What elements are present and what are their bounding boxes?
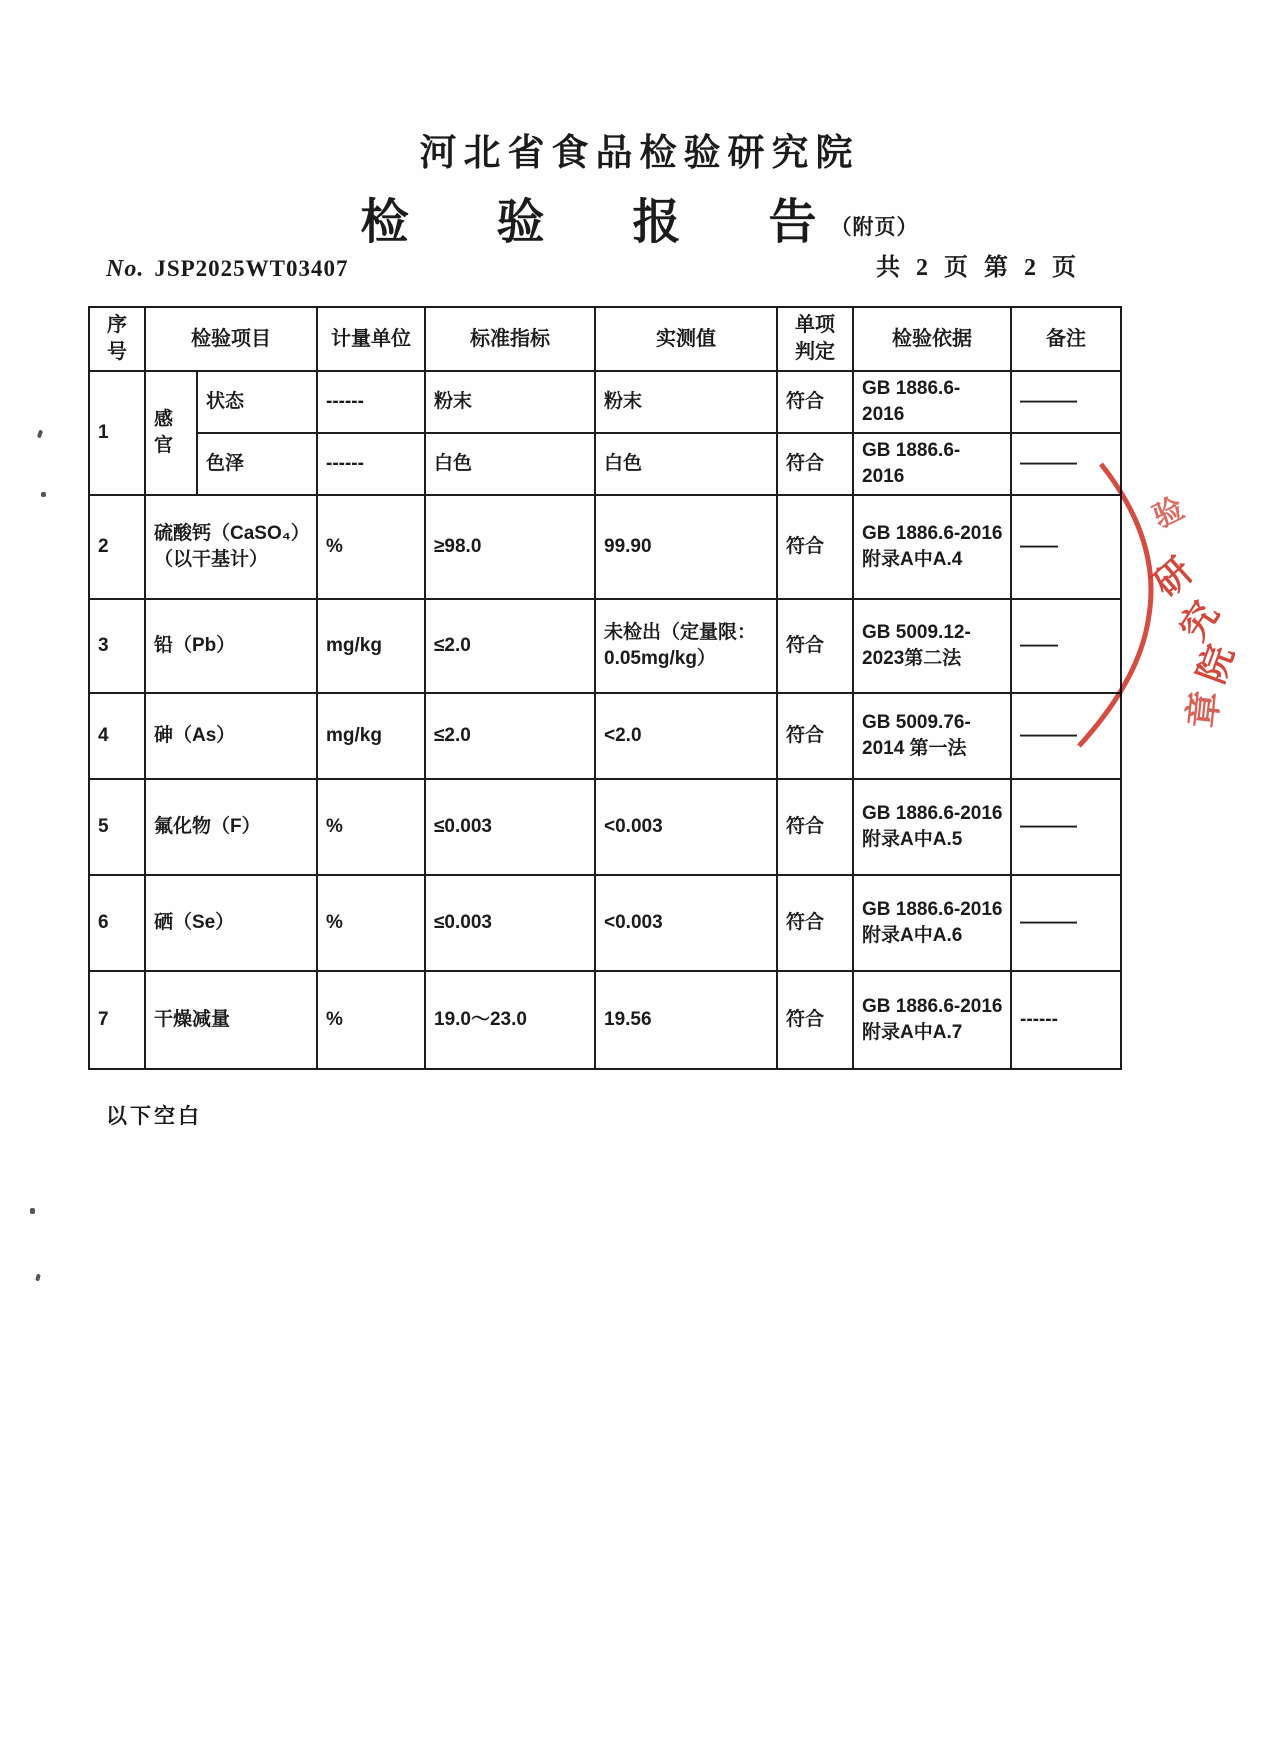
seal-char-yuan: 院 [1190,639,1242,689]
row4-standard-cell: ≤2.0 [425,693,595,779]
row1b-unit-cell: ------ [317,433,425,495]
row5-unit-cell: % [317,779,425,875]
row1-group-cell: 感官 [145,371,197,495]
row4-remark-cell: ——— [1011,693,1121,779]
row4-unit-cell: mg/kg [317,693,425,779]
row3-standard-cell: ≤2.0 [425,599,595,693]
row4-basis-cell [853,693,1011,779]
row2-judgment-cell: 符合 [777,495,853,599]
row4-seq-cell: 4 [89,693,145,779]
header-measured: 实测值 [595,307,777,371]
seal-char-yan: 研 [1145,549,1201,606]
table-row-sensory-color [89,433,1121,495]
row2-basis-line1: GB 1886.6-2016 [862,523,1003,545]
table-row-loss-on-drying [89,971,1121,1069]
row1a-measured-cell: 粉末 [595,371,777,433]
row2-item-line1: 硫酸钙（CaSO₄） [154,523,310,545]
row6-judgment-cell: 符合 [777,875,853,971]
seal-char-jian: 验 [1147,491,1190,535]
row5-basis-cell [853,779,1011,875]
table-row-selenium [89,875,1121,971]
report-title-row [0,183,1279,252]
row5-basis-line1: GB 1886.6-2016 [862,803,1003,825]
row1a-item-cell: 状态 [197,371,317,433]
row4-basis-line1: GB 5009.76- [862,712,971,734]
row7-standard-cell: 19.0～23.0 [425,971,595,1069]
table-row-fluoride [89,779,1121,875]
row2-item-line2: （以干基计） [154,549,269,570]
row5-remark-cell: ——— [1011,779,1121,875]
report-subtitle: （附页） [830,215,919,239]
row2-seq-cell: 2 [89,495,145,599]
row7-measured-cell: 19.56 [595,971,777,1069]
row7-judgment-cell: 符合 [777,971,853,1069]
row6-remark-cell: ——— [1011,875,1121,971]
scan-speck [35,1274,41,1282]
header-standard: 标准指标 [425,307,595,371]
row2-basis-line2: 附录A中A.4 [862,549,963,570]
row2-measured-cell: 99.90 [595,495,777,599]
row3-basis-line2: 2023第二法 [862,648,962,669]
report-number-value: JSP2025WT03407 [154,256,349,281]
row4-judgment-cell: 符合 [777,693,853,779]
table-row-calcium-sulfate [89,495,1121,599]
row5-basis-line2: 附录A中A.5 [862,829,963,850]
row6-seq-cell: 6 [89,875,145,971]
row5-seq-cell: 5 [89,779,145,875]
row1b-basis-cell: GB 1886.6-2016 [853,433,1011,495]
scan-speck [37,430,43,439]
row6-basis-line1: GB 1886.6-2016 [862,899,1003,921]
table-row-sensory-state [89,371,1121,433]
row7-unit-cell: % [317,971,425,1069]
row6-item-cell: 硒（Se） [145,875,317,971]
row2-unit-cell: % [317,495,425,599]
header-remark: 备注 [1011,307,1121,371]
row4-item-cell: 砷（As） [145,693,317,779]
organization-title: 河北省食品检验研究院 [419,133,860,174]
row2-remark-cell: —— [1011,495,1121,599]
row3-basis-cell [853,599,1011,693]
row3-judgment-cell: 符合 [777,599,853,693]
row1b-item-cell: 色泽 [197,433,317,495]
row3-seq-cell: 3 [89,599,145,693]
page-count-info: 共 2 页 第 2 页 [876,255,1081,281]
row7-basis-line1: GB 1886.6-2016 [862,996,1003,1018]
header-judgment-line2: 判定 [795,341,835,363]
row1-seq-cell: 1 [89,371,145,495]
row1b-remark-cell: ——— [1011,433,1121,495]
row7-basis-line2: 附录A中A.7 [862,1022,963,1043]
row1a-standard-cell: 粉末 [425,371,595,433]
table-row-arsenic [89,693,1121,779]
row1b-measured-cell: 白色 [595,433,777,495]
row6-measured-cell: <0.003 [595,875,777,971]
row5-measured-cell: <0.003 [595,779,777,875]
row7-basis-cell [853,971,1011,1069]
row6-basis-cell [853,875,1011,971]
row2-basis-cell [853,495,1011,599]
row3-item-cell: 铅（Pb） [145,599,317,693]
report-title: 检 验 报 告 [360,196,855,249]
header-judgment-line1: 单项 [795,314,835,336]
row4-basis-line2: 2014 第一法 [862,738,967,759]
seal-char-zhang: 章 [1181,688,1227,730]
blank-below-note: 以下空白 [106,1105,202,1128]
header-basis: 检验依据 [853,307,1011,371]
row3-measured-cell: 未检出（定量限：0.05mg/kg） [595,599,777,693]
row4-measured-cell: <2.0 [595,693,777,779]
row5-standard-cell: ≤0.003 [425,779,595,875]
report-number-line [106,256,349,283]
header-judgment [777,307,853,371]
row3-basis-line1: GB 5009.12- [862,622,971,644]
row1b-standard-cell: 白色 [425,433,595,495]
header-seq: 序号 [89,307,145,371]
row5-judgment-cell: 符合 [777,779,853,875]
row3-unit-cell: mg/kg [317,599,425,693]
row1a-remark-cell: ——— [1011,371,1121,433]
report-number-label: No. [106,256,145,282]
row2-standard-cell: ≥98.0 [425,495,595,599]
seal-char-jiu: 究 [1172,594,1227,648]
scan-speck [30,1208,35,1214]
row1a-basis-cell: GB 1886.6-2016 [853,371,1011,433]
scan-speck [41,492,46,497]
row1a-unit-cell: ------ [317,371,425,433]
row6-basis-line2: 附录A中A.6 [862,925,963,946]
header-unit: 计量单位 [317,307,425,371]
row6-standard-cell: ≤0.003 [425,875,595,971]
row7-item-cell: 干燥减量 [145,971,317,1069]
row7-remark-cell: ------ [1011,971,1121,1069]
row7-seq-cell: 7 [89,971,145,1069]
header-item: 检验项目 [145,307,317,371]
row6-unit-cell: % [317,875,425,971]
row1a-judgment-cell: 符合 [777,371,853,433]
row2-item-cell [145,495,317,599]
table-header-row [89,307,1121,371]
table-row-lead [89,599,1121,693]
inspection-results-table [88,306,1122,1070]
row5-item-cell: 氟化物（F） [145,779,317,875]
row1b-judgment-cell: 符合 [777,433,853,495]
row3-remark-cell: —— [1011,599,1121,693]
